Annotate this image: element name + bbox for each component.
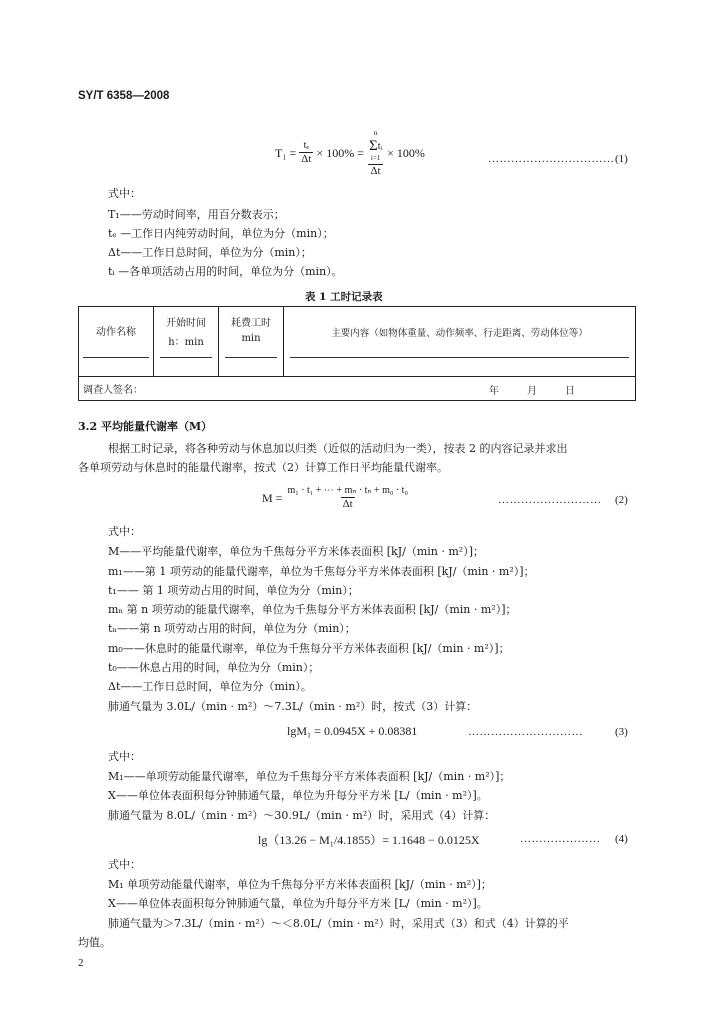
col-action-name-label: 动作名称 — [96, 327, 136, 338]
eq1-f2-denominator: Δt — [370, 165, 381, 177]
table-title: 表 1 工时记录表 — [305, 291, 383, 303]
where2-item-m0: m₀——休息时的能量代谢率，单位为千焦每分平方米体表面积 [kJ/（min · m²）]； — [108, 642, 510, 655]
eq1-f1-numerator: tₑ — [303, 140, 310, 151]
where2-item-tn: tₙ——第 n 项劳动占用的时间，单位为分（min）； — [108, 622, 356, 635]
eq3-number: (3) — [615, 726, 628, 738]
eq2-leader-dots: ……………………… — [498, 494, 602, 506]
row-line — [160, 357, 212, 358]
eq1-leader-dots: …………………………… — [488, 153, 615, 165]
page-number: 2 — [78, 957, 84, 969]
where1-item-ti: tᵢ —各单项活动占用的时间，单位为分（min）。 — [108, 265, 343, 278]
col-time-spent-label: 耗费工时 — [231, 318, 271, 329]
where2-item-M: M——平均能量代谢率，单位为千焦每分平方米体表面积 [kJ/（min · m²）]； — [108, 545, 484, 558]
table-footer-row — [79, 377, 636, 401]
footer-day: 日 — [565, 386, 575, 397]
table-header-row — [79, 307, 636, 377]
document-code-header: SY/T 6358—2008 — [78, 90, 170, 102]
row-line — [290, 357, 629, 358]
where-label-4: 式中： — [108, 858, 141, 871]
ventilation-range-line-a: 肺通气量为 3.0L/（min · m²）～7.3L/（min · m²）时，按式（3）计算： — [108, 700, 478, 713]
eq1-lhs: T₁ = — [275, 145, 297, 160]
eq1-tail: × 100% — [387, 145, 425, 160]
eq3-leader-dots: ………………………… — [468, 726, 583, 738]
where2-item-dt: Δt——工作日总时间，单位为分（min）。 — [108, 680, 312, 693]
row-line — [83, 357, 149, 358]
col-time-spent-unit: min — [241, 333, 261, 344]
eq4-number: (4) — [615, 833, 628, 845]
section-heading-3-2: 3.2 平均能量代谢率（M） — [78, 420, 213, 433]
where2-item-mn: mₙ 第 n 项劳动的能量代谢率，单位为千焦每分平方米体表面积 [kJ/（min · m²）]； — [108, 603, 517, 616]
sigma-symbol: Σ — [368, 138, 378, 154]
eq2-numerator: m₁ · t₁ + ⋯ + mₙ · tₙ + m₀ · t₀ — [287, 485, 408, 496]
col-main-content-label: 主要内容（如物体重量、动作频率、行走距离、劳动体位等） — [331, 328, 588, 339]
where-label-3: 式中： — [108, 750, 141, 763]
where2-item-t1: t₁—— 第 1 项劳动占用的时间，单位为分（min）； — [108, 584, 359, 597]
eq2-lhs: M = — [262, 490, 283, 505]
eq1-fraction-2 — [367, 128, 384, 178]
eq1-middle: × 100% = — [316, 145, 364, 160]
ventilation-range-line-c1: 肺通气量为＞7.3L/（min · m²）～＜8.0L/（min · m²）时，采用式（3）和式（4）计算的平 — [108, 917, 569, 930]
where2-item-t0: t₀——休息占用的时间，单位为分（min）； — [108, 661, 320, 674]
col-main-content — [284, 307, 636, 377]
where4-item-X: X——单位体表面积每分钟肺通气量，单位为升每分平方米 [L/（min · m²）]。 — [108, 897, 488, 910]
ventilation-range-line-b: 肺通气量为 8.0L/（min · m²）～30.9L/（min · m²）时，采用式（4）计算： — [108, 809, 496, 822]
eq2-number: (2) — [615, 494, 628, 506]
where2-item-m1: m₁——第 1 项劳动的能量代谢率，单位为千焦每分平方米体表面积 [kJ/（min · m²）]； — [108, 565, 535, 578]
equation-3: lgM₁ = 0.0945X + 0.08381 — [287, 724, 418, 738]
equation-2 — [262, 481, 413, 515]
ventilation-range-line-c2: 均值。 — [78, 936, 111, 949]
col-time-spent — [219, 307, 284, 377]
sum-variable: tᵢ — [377, 140, 383, 152]
sum-lower-limit: i=1 — [370, 154, 381, 162]
equation-4: lg（13.26 − M₁/4.1855）= 1.1648 − 0.0125X — [258, 833, 480, 847]
paragraph-line-2: 各单项劳动与休息时的能量代谢率，按式（2）计算工作日平均能量代谢率。 — [78, 461, 448, 474]
surveyor-signature-cell — [79, 377, 636, 401]
paragraph-line-1: 根据工时记录，将各种劳动与休息加以归类（近似的活动归为一类），按表 2 的内容记录并求出 — [108, 442, 568, 455]
col-action-name — [79, 307, 154, 377]
where3-item-X: X——单位体表面积每分钟肺通气量，单位为升每分平方米 [L/（min · m²）]。 — [108, 789, 488, 802]
col-start-time-label: 开始时间 — [166, 318, 206, 329]
eq4-leader-dots: ………………… — [520, 833, 601, 845]
eq2-denominator: Δt — [342, 498, 353, 510]
work-time-record-table — [78, 306, 636, 401]
eq1-f1-denominator: Δt — [301, 153, 312, 165]
eq2-fraction — [285, 485, 410, 511]
where1-item-dt: Δt——工作日总时间，单位为分（min）； — [108, 246, 312, 259]
eq1-f2-numerator — [367, 128, 384, 164]
where-label-1: 式中： — [108, 187, 141, 200]
row-line — [225, 357, 277, 358]
where-label-2: 式中： — [108, 525, 141, 538]
col-start-time-unit: h：min — [168, 337, 204, 348]
col-start-time — [154, 307, 219, 377]
where1-item-te: tₑ —工作日内纯劳动时间，单位为分（min）； — [108, 227, 334, 240]
sum-upper-limit: n — [373, 129, 378, 137]
equation-1 — [275, 128, 425, 178]
where1-item-t1: T₁——劳动时间率，用百分数表示； — [108, 208, 285, 221]
where4-item-M1: M₁ 单项劳动能量代谢率，单位为千焦每分平方米体表面积 [kJ/（min · m²）]； — [108, 878, 492, 891]
footer-year: 年 — [489, 386, 499, 397]
eq1-fraction-1 — [299, 140, 313, 166]
surveyor-signature-label: 调查人签名： — [83, 385, 143, 396]
where3-item-M1: M₁——单项劳动能量代谢率，单位为千焦每分平方米体表面积 [kJ/（min · m²）]； — [108, 770, 511, 783]
footer-month: 月 — [527, 386, 537, 397]
eq1-number: (1) — [615, 153, 628, 165]
